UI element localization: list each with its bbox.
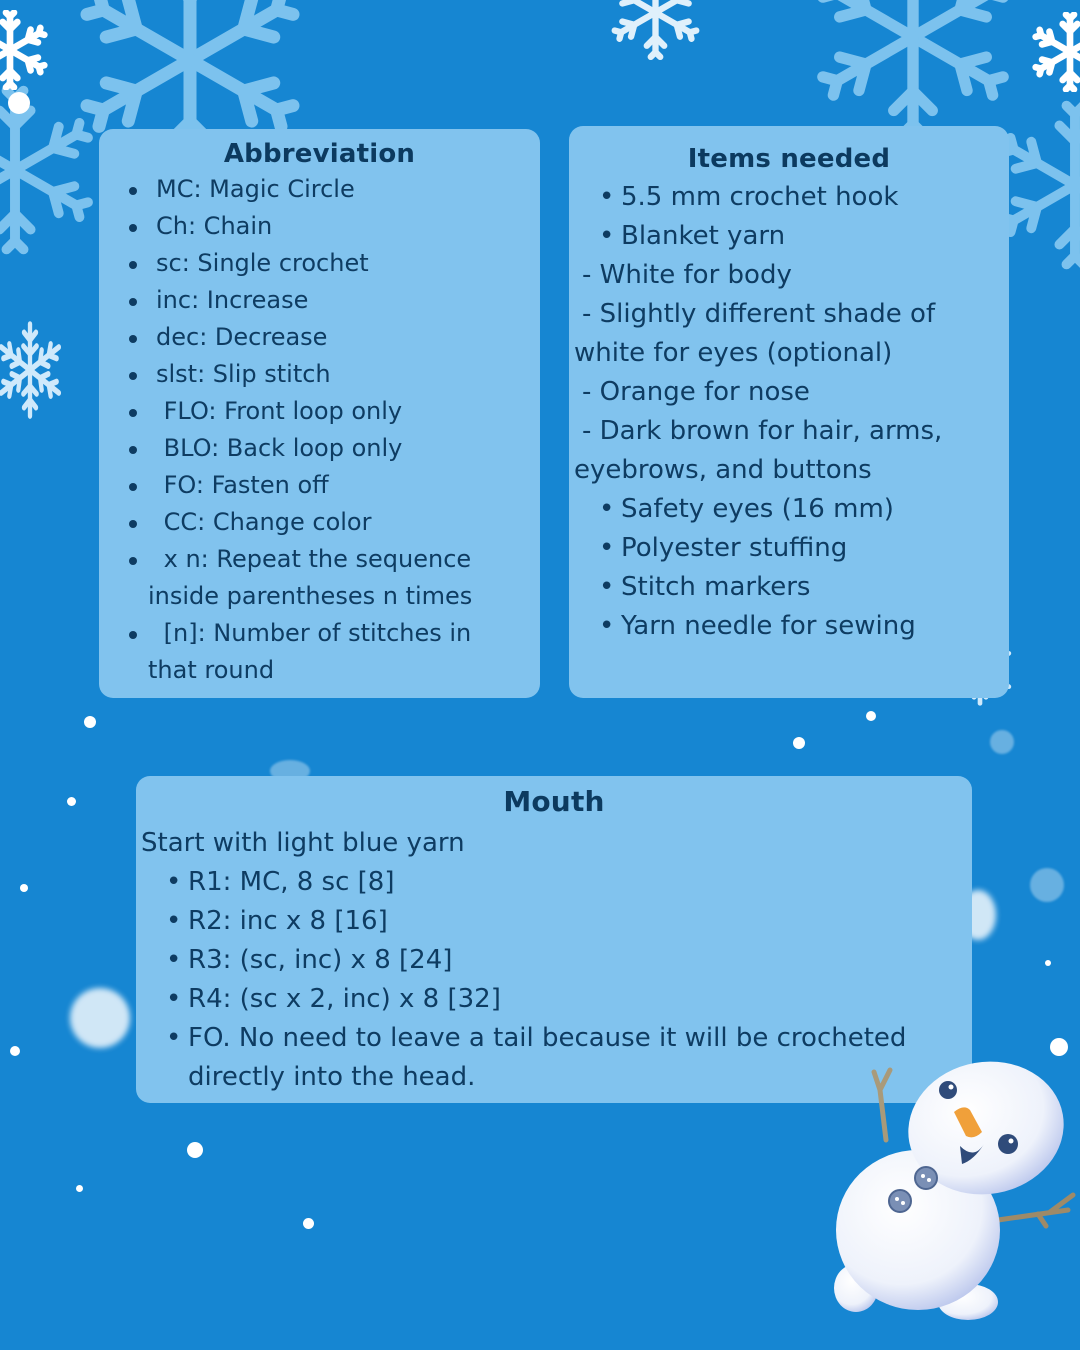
snow-dot: [793, 737, 805, 749]
list-item: MC: Magic Circle: [125, 171, 540, 208]
snow-dot: [76, 1185, 83, 1192]
list-item: eyebrows, and buttons: [574, 455, 872, 485]
snow-dot: [84, 716, 96, 728]
snowflake-icon: [0, 10, 50, 90]
list-item: • Safety eyes (16 mm): [599, 494, 894, 524]
round-item-continuation: directly into the head.: [188, 1062, 476, 1092]
list-item: • Blanket yarn: [599, 221, 786, 251]
list-item: FO: Fasten off: [125, 467, 540, 504]
mouth-card: [136, 776, 972, 1103]
list-item: • Stitch markers: [599, 572, 811, 602]
snowflake-icon: [608, 0, 703, 60]
snow-dot: [67, 797, 76, 806]
list-item: - Slightly different shade of: [582, 299, 936, 329]
list-item: CC: Change color: [125, 504, 540, 541]
list-item: • Yarn needle for sewing: [599, 611, 916, 641]
abbreviation-card: [99, 129, 540, 698]
items-needed-list: [569, 178, 1009, 646]
list-item: Ch: Chain: [125, 208, 540, 245]
list-item: dec: Decrease: [125, 319, 540, 356]
list-item: inc: Increase: [125, 282, 540, 319]
list-item: - Dark brown for hair, arms,: [582, 416, 943, 446]
mouth-title: Mouth: [503, 785, 605, 818]
snow-dot: [70, 988, 130, 1048]
list-item: • 5.5 mm crochet hook: [599, 182, 899, 212]
round-item: • R3: (sc, inc) x 8 [24]: [166, 945, 453, 975]
items-needed-title: Items needed: [687, 144, 891, 174]
snow-dot: [1030, 868, 1064, 902]
list-item: slst: Slip stitch: [125, 356, 540, 393]
snow-dot: [8, 92, 30, 114]
mouth-intro: Start with light blue yarn: [141, 828, 465, 858]
snowflake-icon: [808, 0, 1018, 142]
snow-dot: [866, 711, 876, 721]
list-item: BLO: Back loop only: [125, 430, 540, 467]
round-item: • R4: (sc x 2, inc) x 8 [32]: [166, 984, 501, 1014]
snow-dot: [10, 1046, 20, 1056]
items-needed-card: [569, 126, 1009, 698]
list-item: sc: Single crochet: [125, 245, 540, 282]
list-item: [n]: Number of stitches in that round: [125, 615, 540, 689]
round-item: • R2: inc x 8 [16]: [166, 906, 388, 936]
snowflake-icon: [0, 315, 70, 425]
round-item: • R1: MC, 8 sc [8]: [166, 867, 395, 897]
list-item: FLO: Front loop only: [125, 393, 540, 430]
abbreviation-title: Abbreviation: [223, 139, 416, 169]
snow-dot: [20, 884, 28, 892]
list-item: x n: Repeat the sequence inside parentheses n times: [125, 541, 540, 615]
snow-dot: [1045, 960, 1051, 966]
list-item: - White for body: [582, 260, 792, 290]
snow-dot: [187, 1142, 203, 1158]
list-item: • Polyester stuffing: [599, 533, 848, 563]
snowman-illustration: [828, 1060, 1080, 1330]
mouth-instructions: [136, 824, 972, 1097]
snow-dot: [303, 1218, 314, 1229]
snow-dot: [990, 730, 1014, 754]
list-item: - Orange for nose: [582, 377, 810, 407]
round-item: • FO. No need to leave a tail because it will be crocheted: [166, 1023, 907, 1053]
abbreviation-list: [125, 171, 540, 689]
snow-dot: [1050, 1038, 1068, 1056]
snowflake-icon: [1030, 12, 1080, 92]
list-item: white for eyes (optional): [574, 338, 893, 368]
